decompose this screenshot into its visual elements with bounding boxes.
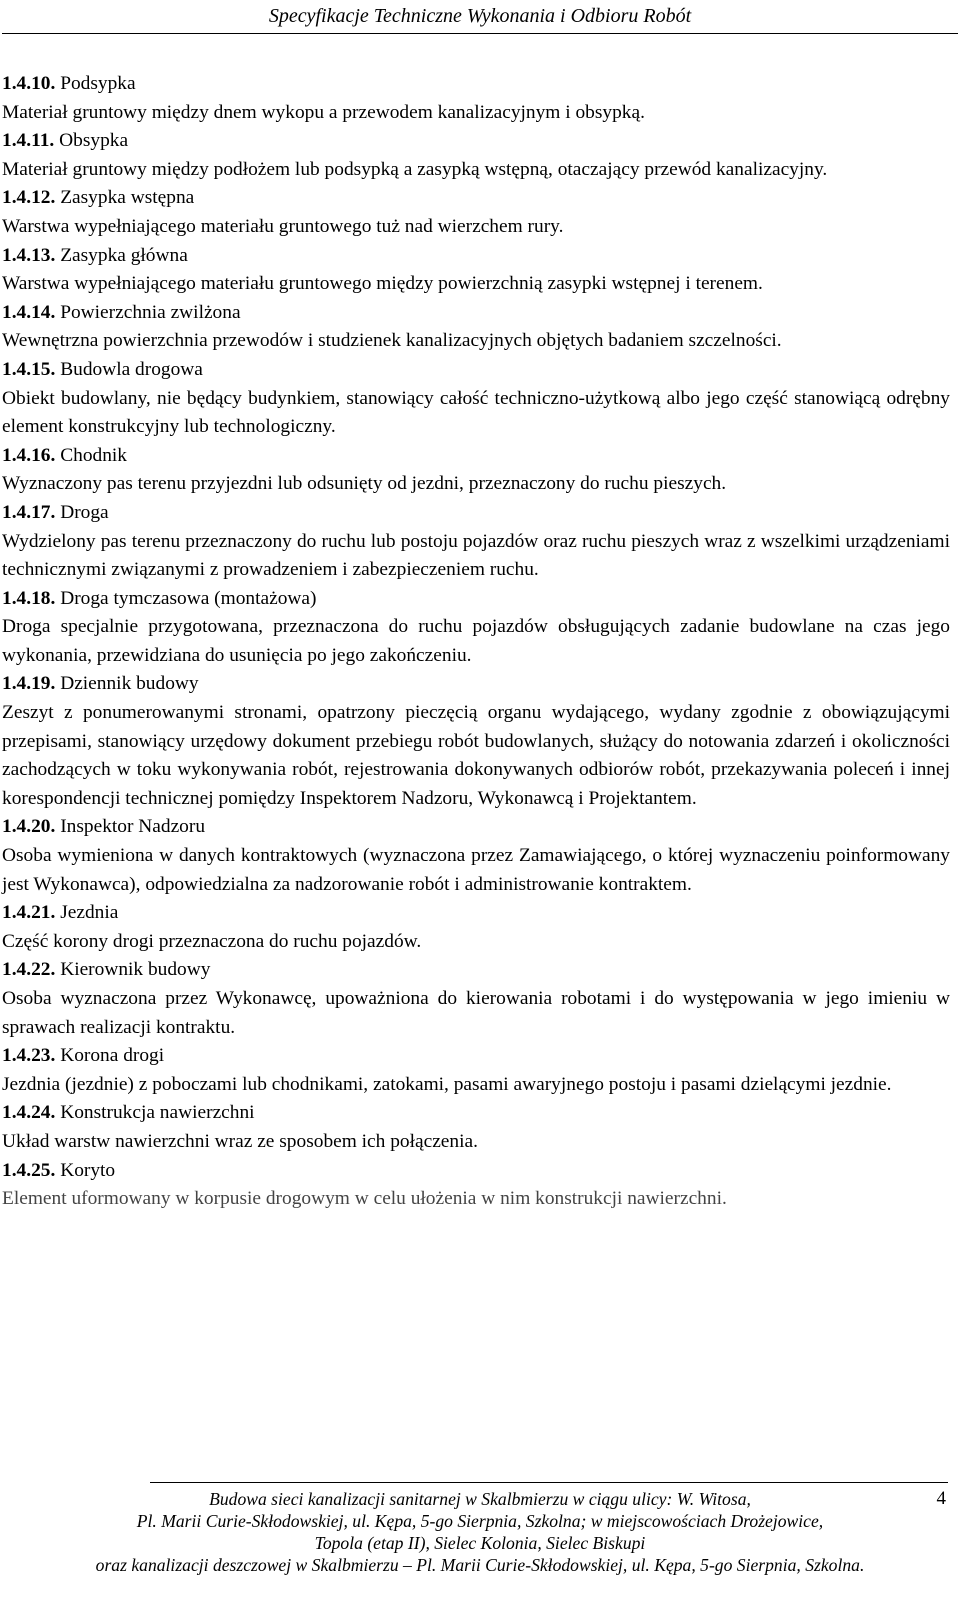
section-title: Droga [60,501,109,523]
section-number: 1.4.10. [2,73,56,94]
section-heading [2,356,950,385]
section-heading [2,585,950,614]
section-title: Droga tymczasowa (montażowa) [60,587,317,609]
section-number: 1.4.15. [2,358,56,380]
section-body: Element uformowany w korpusie drogowym w celu ułożenia w nim konstrukcji nawierzchni. [2,1188,727,1210]
section-heading [2,813,950,842]
section-heading [2,184,950,213]
definitions-content [2,70,950,1214]
section-heading [2,442,950,471]
footer-line: oraz kanalizacji deszczowej w Skalbmierzu – Pl. Marii Curie-Skłodowskiej, ul. Kępa, 5-go Sierpnia, Szkolna. [95,1555,865,1575]
section-number: 1.4.11. [2,130,55,152]
section-heading [2,1157,950,1186]
section-number: 1.4.23. [2,1045,56,1067]
page-footer [0,1488,960,1576]
section-body: Zeszyt z ponumerowanymi stronami, opatrzony pieczęcią organu wydającego, wydany zgodnie z obowiązującymi przepisami, stanowiący urzędowy dokument przebiegu robót budowlanych, służący do notowania zdarzeń i okoliczności zachodzących w toku wykonywania robót, rejestrowania dokonywanych odbiorów robót, przekazywania poleceń i innej korespondencji technicznej pomiędzy Inspektorem Nadzoru, Wykonawcą i Projektantem. [2,702,950,809]
section-title: Korona drogi [60,1045,165,1067]
section-heading [2,299,950,328]
section-heading [2,670,950,699]
section-title: Zasypka główna [60,244,188,266]
section-title: Chodnik [60,444,127,466]
section-number: 1.4.17. [2,501,56,523]
page-header: Specyfikacje Techniczne Wykonania i Odbioru Robót [268,5,692,27]
page-number: 4 [936,1488,946,1509]
section-number: 1.4.19. [2,673,56,695]
section-heading [2,499,950,528]
section-title: Konstrukcja nawierzchni [60,1102,255,1124]
section-heading [2,70,950,99]
section-heading [2,127,950,156]
footer-rule [150,1482,948,1483]
section-body: Wyznaczony pas terenu przyjezdni lub odsunięty od jezdni, przeznaczony do ruchu pieszych. [2,473,727,495]
section-body: Droga specjalnie przygotowana, przeznaczona do ruchu pojazdów obsługujących zadanie budowlane na czas jego wykonania, przewidziana do usunięcia po jego zakończeniu. [2,616,950,666]
section-body: Układ warstw nawierzchni wraz ze sposobem ich połączenia. [2,1130,478,1152]
section-title: Kierownik budowy [60,959,211,981]
footer-line: Pl. Marii Curie-Skłodowskiej, ul. Kępa, 5-go Sierpnia, Szkolna; w miejscowościach Drożejowice, [136,1511,824,1531]
section-title: Podsypka [60,73,136,94]
section-body: Osoba wyznaczona przez Wykonawcę, upoważniona do kierowania robotami i do występowania w jego imieniu w sprawach realizacji kontraktu. [2,988,950,1038]
section-body: Wewnętrzna powierzchnia przewodów i studzienek kanalizacyjnych objętych badaniem szczelności. [2,330,782,352]
section-body: Osoba wymieniona w danych kontraktowych (wyznaczona przez Zamawiającego, o której wyznaczeniu poinformowany jest Wykonawca), odpowiedzialna za nadzorowanie robót i administrowanie kontraktem. [2,845,950,895]
section-number: 1.4.21. [2,902,56,924]
section-body: Materiał gruntowy między podłożem lub podsypką a zasypką wstępną, otaczający przewód kanalizacyjny. [2,158,828,180]
header-rule [2,33,958,34]
section-title: Budowla drogowa [60,358,203,380]
section-body: Część korony drogi przeznaczona do ruchu pojazdów. [2,930,422,952]
section-body: Obiekt budowlany, nie będący budynkiem, stanowiący całość techniczno-użytkową albo jego część stanowiącą odrębny element konstrukcyjny lub technologiczny. [2,387,950,438]
section-heading [2,899,950,928]
section-title: Jezdnia [60,902,119,924]
section-title: Zasypka wstępna [60,187,195,209]
section-number: 1.4.24. [2,1102,56,1124]
section-number: 1.4.20. [2,816,56,838]
section-title: Koryto [60,1159,116,1181]
section-body: Jezdnia (jezdnie) z poboczami lub chodnikami, zatokami, pasami awaryjnego postoju i pasami dzielącymi jezdnie. [2,1073,892,1095]
footer-line: Topola (etap II), Sielec Kolonia, Sielec Biskupi [314,1533,646,1553]
section-heading [2,1099,950,1128]
section-number: 1.4.13. [2,244,56,266]
footer-line: Budowa sieci kanalizacji sanitarnej w Skalbmierzu w ciągu ulicy: W. Witosa, [209,1489,751,1509]
section-number: 1.4.16. [2,444,56,466]
section-body: Warstwa wypełniającego materiału gruntowego między powierzchnią zasypki wstępnej i terenem. [2,273,763,295]
section-body: Materiał gruntowy między dnem wykopu a przewodem kanalizacyjnym i obsypką. [2,101,645,123]
section-body: Wydzielony pas terenu przeznaczony do ruchu lub postoju pojazdów oraz ruchu pieszych wraz z wszelkimi urządzeniami technicznymi związanymi z prowadzeniem i zabezpieczeniem ruchu. [2,530,950,581]
section-heading [2,242,950,271]
section-number: 1.4.25. [2,1159,56,1181]
section-number: 1.4.22. [2,959,56,981]
section-title: Inspektor Nadzoru [60,816,206,838]
section-title: Powierzchnia zwilżona [60,301,241,323]
section-number: 1.4.12. [2,187,56,209]
section-heading [2,1042,950,1071]
section-heading [2,956,950,985]
section-number: 1.4.14. [2,301,56,323]
section-title: Dziennik budowy [60,673,199,695]
section-number: 1.4.18. [2,587,56,609]
section-title: Obsypka [59,130,129,152]
section-body: Warstwa wypełniającego materiału gruntowego tuż nad wierzchem rury. [2,215,564,237]
